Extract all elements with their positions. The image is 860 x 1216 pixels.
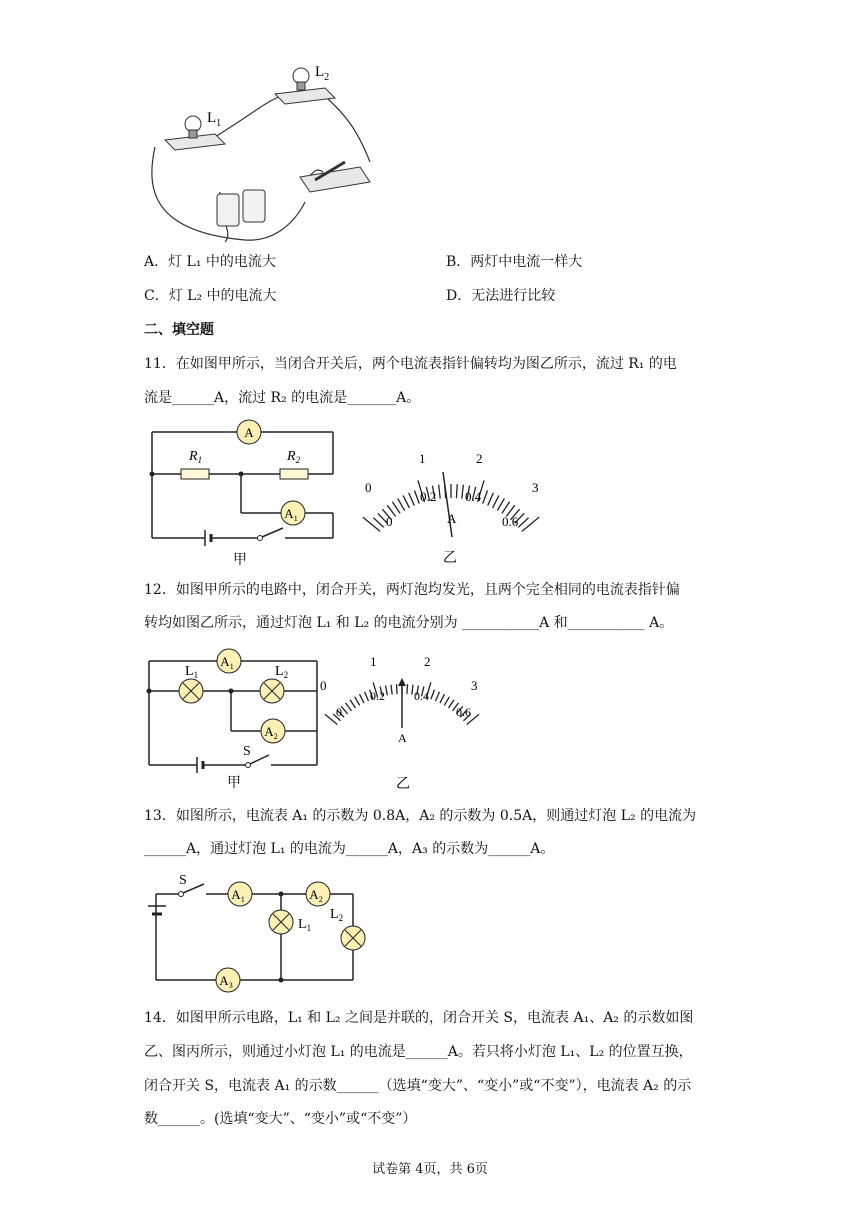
q14-line1: 14．如图甲所示电路，L₁ 和 L₂ 之间是并联的，闭合开关 S，电流表 A₁、A₂ 的示数如图 — [144, 1010, 694, 1026]
dial-tick — [522, 517, 539, 531]
q11-top-label-1: 1 — [419, 451, 426, 466]
dial-tick — [518, 518, 528, 528]
dial-tick — [497, 498, 504, 510]
q13-a3-label: $A_3$ — [219, 973, 233, 990]
q14-line3: 闭合开关 S，电流表 A₁ 的示数______（选填“变大”、“变小”或“不变”），电流表 A₂ 的示 — [144, 1078, 692, 1094]
q13-circuit-diagram — [148, 866, 378, 996]
dial-tick — [502, 502, 510, 514]
q12-l2-label: $L_2$ — [275, 664, 289, 680]
q13-line1: 13．如图所示，电流表 A₁ 的示数为 0.8A，A₂ 的示数为 0.5A，则通过灯泡 L₂ 的电流为 — [144, 808, 697, 824]
dial-tick — [345, 703, 351, 711]
q12-a1-label: $A_1$ — [220, 654, 234, 671]
dial-tick — [360, 694, 365, 703]
q13-line2: ______A，通过灯泡 L₁ 的电流为______A，A₃ 的示数为______A。 — [144, 841, 555, 857]
dial-tick — [392, 502, 400, 514]
q11-line1: 11．在如图甲所示，当闭合开关后，两个电流表指针偏转均为图乙所示，流过 R₁ 的电 — [144, 356, 677, 372]
dial-tick — [350, 700, 356, 708]
dial-tick — [363, 517, 380, 531]
q12-a2-label: $A_2$ — [264, 724, 278, 741]
q12-bottom-label-3: 0.6 — [456, 705, 471, 719]
q11-ammeter1-label: $A_1$ — [284, 506, 298, 523]
dial-tick — [431, 690, 434, 699]
q11-ammeter-dial — [355, 440, 555, 590]
q13-s-label: S — [179, 873, 187, 888]
dial-tick — [341, 706, 347, 714]
q11-ammeter-label: A — [244, 425, 254, 440]
dial-tick — [440, 694, 445, 703]
q11-line2: 流是______A，流过 R₂ 的电流是_______A。 — [144, 390, 421, 406]
q11-top-label-3: 3 — [532, 480, 539, 495]
section-title: 二、填空题 — [144, 322, 214, 338]
dial-tick — [398, 498, 405, 510]
q11-bottom-label-0: 0 — [386, 514, 393, 529]
dial-tick — [409, 493, 415, 506]
dial-tick — [448, 700, 454, 708]
q12-top-label-1: 1 — [370, 654, 377, 669]
dial-tick — [436, 692, 440, 701]
q12-circuit-diagram — [145, 645, 325, 791]
q13-l2-label: $L_2$ — [330, 907, 344, 923]
dial-tick — [373, 518, 383, 528]
dial-tick — [462, 485, 464, 499]
dial-tick — [493, 495, 499, 507]
q13-a1-label: $A_1$ — [231, 887, 245, 904]
q12-line1: 12．如图甲所示的电路中，闭合开关，两灯泡均发光，且两个完全相同的电流表指针偏 — [144, 582, 680, 598]
dial-tick — [364, 692, 368, 701]
page-footer: 试卷第 4页，共 6页 — [372, 1162, 488, 1177]
q14-line2: 乙、图丙所示，则通过小灯泡 L₁ 的电流是______A。若只将小灯泡 L₁、L₂ 的位置互换， — [144, 1044, 693, 1060]
q12-top-label-3: 3 — [471, 678, 478, 693]
q12-s-label: S — [243, 744, 251, 759]
q12-caption-yi: 乙 — [396, 777, 410, 792]
q12-bottom-label-2: 0.4 — [414, 689, 429, 703]
q11-r1-label: $R_1$ — [189, 449, 203, 465]
dial-tick — [412, 685, 413, 695]
q12-unit: A — [398, 731, 407, 745]
dial-tick — [403, 495, 409, 507]
q11-r2-label: $R_2$ — [287, 449, 301, 465]
q12-l1-label: $L_1$ — [185, 664, 199, 680]
q11-circuit-diagram — [145, 418, 345, 568]
q12-bottom-label-0: 0 — [336, 705, 342, 719]
q12-caption-jia: 甲 — [227, 776, 241, 791]
q11-needle — [443, 472, 452, 537]
q11-top-label-2: 2 — [476, 451, 483, 466]
dial-tick — [355, 697, 360, 706]
q12-ammeter-dial — [318, 650, 498, 790]
q12-top-label-0: 0 — [320, 678, 327, 693]
q11-caption-yi: 乙 — [443, 551, 457, 566]
q14-line4: 数______。(选填“变大”、“变小”或“不变”） — [144, 1111, 417, 1127]
dial-tick — [456, 484, 457, 498]
q11-unit: A — [447, 511, 457, 526]
q10-l1-label: $L_1$ — [207, 110, 222, 129]
q11-bottom-label-3: 0.6 — [502, 514, 519, 529]
q10-option-d: D．无法进行比较 — [446, 288, 556, 304]
dial-tick — [439, 485, 441, 499]
q11-bottom-label-2: 0.4 — [465, 489, 482, 504]
q10-option-a: A．灯 L₁ 中的电流大 — [144, 254, 276, 270]
q10-option-c: C．灯 L₂ 中的电流大 — [144, 288, 277, 304]
q11-top-label-0: 0 — [365, 480, 372, 495]
q13-a2-label: $A_2$ — [309, 887, 323, 904]
q12-top-label-2: 2 — [424, 654, 431, 669]
dial-tick — [386, 685, 388, 695]
q13-l1-label: $L_1$ — [298, 917, 312, 933]
q11-caption-jia: 甲 — [233, 553, 247, 568]
q10-option-b: B．两灯中电流一样大 — [446, 254, 583, 270]
dial-tick — [444, 697, 449, 706]
q11-bottom-label-1: 0.2 — [420, 489, 437, 504]
dial-tick — [488, 493, 494, 506]
dial-tick — [407, 684, 408, 694]
dial-tick — [396, 684, 397, 694]
dial-tick — [414, 490, 419, 503]
dial-tick — [391, 685, 392, 695]
q12-bottom-label-1: 0.2 — [370, 689, 385, 703]
q10-circuit-figure — [145, 62, 385, 247]
q12-line2: 转均如图乙所示，通过灯泡 L₁ 和 L₂ 的电流分别为 ___________A 和___________ A。 — [144, 615, 674, 631]
dial-tick — [483, 490, 488, 503]
q10-l2-label: $L_2$ — [315, 64, 330, 83]
